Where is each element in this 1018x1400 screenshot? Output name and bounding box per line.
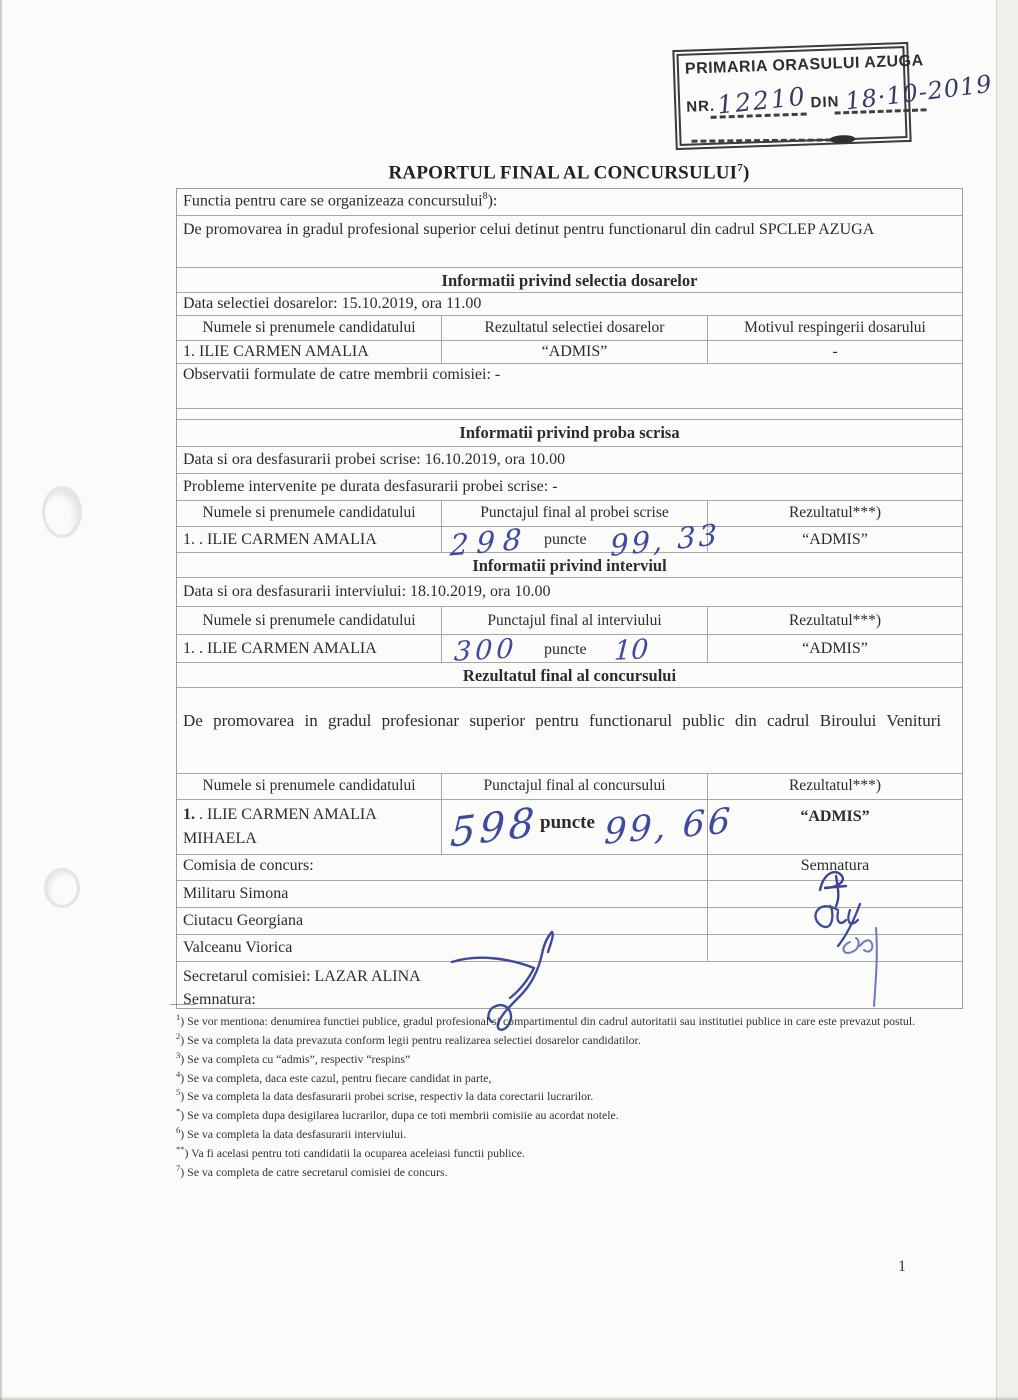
row-interviu-headers: [177, 607, 962, 635]
row-section-scrisa: [177, 420, 962, 447]
final-score-cell: [441, 799, 735, 857]
col-header-name: Numele si prenumele candidatului: [202, 777, 416, 794]
dosare-date-line: Data selectiei dosarelor: 15.10.2019, ora 11.00: [183, 295, 482, 312]
footnote-marker: **: [176, 1143, 185, 1154]
scrisa-date-line: Data si ora desfasurarii probei scrise: 16.10.2019, ora 10.00: [183, 451, 566, 468]
title-footnote-ref: 7: [737, 162, 743, 174]
footnote-text: Va fi acelasi pentru toti candidatii la ocuparea aceleiasi functii publice.: [188, 1145, 525, 1160]
footnote-marker: *: [176, 1106, 181, 1117]
main-table: [176, 188, 963, 1009]
paper-edge-right-band: [997, 0, 1018, 1400]
col-header-result: Rezultatul***): [707, 501, 962, 526]
footnote-text: Se va completa de catre secretarul comisiei de concurs.: [184, 1164, 448, 1179]
stamp-nr-label: NR.: [686, 97, 716, 116]
row-member: [177, 908, 962, 935]
row-member: [177, 881, 962, 908]
row-final-headers: [177, 774, 962, 800]
functia-label-suffix: ):: [487, 192, 498, 210]
row-scrisa-date: [177, 447, 962, 474]
row-observatii: [177, 364, 962, 409]
handwritten-points: 99, 33: [610, 517, 720, 563]
member-name: Militaru Simona: [183, 885, 289, 902]
final-candidate-number: 1.: [183, 806, 195, 823]
footnote-marker: 2: [176, 1030, 181, 1041]
footnote-paren: ): [180, 1126, 185, 1141]
footnotes-block: [176, 1012, 968, 1182]
functia-footnote-ref: 8: [482, 191, 488, 202]
footnote-text: Se va completa cu “admis”, respectiv “respins”: [184, 1051, 411, 1066]
paper-edge-left: [0, 0, 3, 1400]
row-section-dosare: [177, 268, 962, 293]
row-comisia-header: [177, 855, 962, 881]
section-header-interviu: Informatii privind interviul: [472, 556, 667, 575]
row-section-final: [177, 663, 962, 688]
col-header-result: Rezultatul***): [707, 607, 962, 634]
footnote: [176, 1087, 968, 1105]
footnote-marker: 5: [176, 1087, 181, 1098]
handwritten-points: 10: [613, 634, 650, 667]
interviu-candidate-name: 1. . ILIE CARMEN AMALIA: [183, 640, 377, 657]
member-signature-cell: [707, 881, 962, 907]
comisia-label: Comisia de concurs:: [183, 857, 314, 874]
row-dosare-headers: [177, 316, 962, 341]
puncte-label: puncte: [544, 641, 587, 658]
functia-value: De promovarea in gradul profesional superior celui detinut pentru functionarul din cadrul SPCLEP AZUGA: [183, 221, 875, 238]
paper-edge-bottom: [0, 1396, 1018, 1400]
row-scrisa-probleme: [177, 474, 962, 501]
col-header-score: Punctajul final al interviului: [441, 607, 707, 634]
footnote: [176, 1144, 968, 1162]
col-header-score: Punctajul final al concursului: [441, 774, 707, 799]
secretar-semnatura-label: Semnatura:: [183, 991, 256, 1009]
row-blank: [177, 409, 962, 420]
member-signature-cell: [707, 908, 962, 934]
scrisa-candidate-result: “ADMIS”: [707, 527, 962, 552]
footnote-marker: 7: [176, 1162, 181, 1173]
stamp-nr-handwritten: 12210: [715, 81, 808, 120]
footnote: [176, 1012, 968, 1030]
handwritten-score: 598: [449, 799, 540, 857]
row-interviu-date: [177, 578, 962, 607]
stamp-date-handwritten: 18·10-2019: [844, 69, 995, 116]
footnote-paren: ): [180, 1164, 185, 1179]
title-paren: ): [742, 162, 750, 184]
footnote-text: Se vor mentiona: denumirea functiei publice, gradul profesional si compartimentul din cadrul autoritatii sau institutiei publice in care este prevazut postul.: [184, 1013, 916, 1028]
hole-punch-mark: [42, 486, 82, 538]
row-scrisa-candidate: [177, 517, 962, 563]
footnote-text: Se va completa dupa desigilarea lucrarilor, dupa ce toti membrii comisiie au acordat notele.: [184, 1108, 619, 1123]
row-functia-value: [177, 216, 962, 268]
footnote-paren: ): [180, 1089, 185, 1104]
footnote: [176, 1125, 968, 1143]
document-title-text: RAPORTUL FINAL AL CONCURSULUI: [388, 162, 738, 184]
footnote-text: Se va completa la data desfasurarii interviului.: [184, 1126, 407, 1141]
footnote-text: Se va completa, daca este cazul, pentru fiecare candidat in parte,: [184, 1070, 492, 1085]
stamp-ink-blob: [829, 135, 855, 144]
section-header-scrisa: Informatii privind proba scrisa: [459, 423, 680, 442]
row-final-description: [177, 688, 962, 774]
registration-stamp: [672, 42, 995, 150]
footnote-text: Se va completa la data prevazuta conform legii pentru realizarea selectiei dosarelor candidatilor.: [184, 1032, 641, 1047]
footnote-marker: 1: [176, 1012, 181, 1022]
footnote-paren: ): [180, 1032, 185, 1047]
final-candidate-name: [177, 800, 441, 854]
col-header-result: Rezultatul***): [707, 774, 962, 799]
col-header-name: Numele si prenumele candidatului: [202, 319, 416, 336]
footnote: [176, 1031, 968, 1049]
stamp-din-label: DIN: [810, 93, 840, 112]
col-header-reason: Motivul respingerii dosarului: [707, 316, 962, 340]
footnote-separator: [170, 1004, 196, 1005]
row-member: [177, 935, 962, 962]
footnote-paren: ): [184, 1145, 189, 1160]
scrisa-score-cell: [441, 517, 720, 563]
observatii-line: Observatii formulate de catre membrii comisiei: -: [183, 366, 501, 383]
row-dosare-date: [177, 293, 962, 316]
footnote-paren: ): [180, 1108, 185, 1123]
footnote: [176, 1163, 968, 1181]
functia-label-cell: [177, 189, 962, 215]
stamp-institution-name: PRIMARIA ORASULUI AZUGA: [684, 52, 924, 78]
row-final-candidate: [177, 800, 962, 855]
footnote-marker: 4: [176, 1068, 181, 1079]
footnote-paren: ): [180, 1070, 185, 1085]
section-header-dosare: Informatii privind selectia dosarelor: [441, 271, 698, 290]
col-header-name: Numele si prenumele candidatului: [202, 612, 416, 629]
final-description: De promovarea in gradul profesionar superior pentru functionarul public din cadrul Biroului Venituri: [183, 711, 942, 730]
footnote: [176, 1106, 968, 1124]
page-number: 1: [898, 1258, 906, 1275]
row-section-interviu: [177, 553, 962, 578]
document-title: [176, 162, 962, 184]
final-candidate-name-text: . ILIE CARMEN AMALIA MIHAELA: [183, 806, 376, 847]
interviu-date-line: Data si ora desfasurarii interviului: 18.10.2019, ora 10.00: [183, 583, 551, 600]
footnote-marker: 3: [176, 1049, 181, 1060]
footnote-text: Se va completa la data desfasurarii probei scrise, respectiv la data corectarii lucrarilor.: [184, 1089, 594, 1104]
row-interviu-candidate: [177, 633, 962, 668]
paper-edge-right: [996, 0, 997, 1400]
handwritten-score: 298: [449, 521, 531, 563]
member-name: Ciutacu Georgiana: [183, 912, 304, 929]
footnote-marker: 6: [176, 1125, 181, 1136]
section-header-final: Rezultatul final al concursului: [462, 666, 677, 685]
row-scrisa-headers: [177, 501, 962, 527]
handwritten-points: 99, 66: [603, 801, 735, 853]
secretar-line: Secretarul comisiei: LAZAR ALINA: [183, 968, 421, 985]
functia-label: Functia pentru care se organizeaza concursului: [183, 192, 483, 210]
footnote-paren: ): [180, 1051, 185, 1066]
semnatura-header: Semnatura: [707, 855, 962, 880]
dosare-candidate-name: 1. ILIE CARMEN AMALIA: [183, 343, 369, 360]
row-dosare-candidate: [177, 341, 962, 364]
footnote: [176, 1050, 968, 1068]
row-secretar: [177, 962, 962, 1008]
final-candidate-result: “ADMIS”: [707, 800, 962, 854]
secretar-cell: [177, 962, 962, 1008]
stamp-dashed-line: [692, 138, 832, 142]
interviu-score-cell: [441, 633, 707, 668]
col-header-result: Rezultatul selectiei dosarelor: [441, 316, 707, 340]
blank-cell: [177, 409, 962, 419]
hole-punch-mark: [44, 868, 80, 908]
stamp-number-date-row: [686, 69, 995, 120]
interviu-candidate-result: “ADMIS”: [707, 635, 962, 662]
registration-stamp-inner-border: [676, 46, 995, 146]
puncte-label: puncte: [540, 812, 595, 833]
puncte-label: puncte: [544, 531, 587, 548]
footnote-paren: ): [180, 1013, 185, 1028]
scrisa-probleme-line: Probleme intervenite pe durata desfasurarii probei scrise: -: [183, 478, 558, 495]
col-header-name: Numele si prenumele candidatului: [202, 504, 416, 521]
handwritten-score: 300: [453, 633, 519, 668]
scrisa-candidate-name: 1. . ILIE CARMEN AMALIA: [183, 531, 377, 548]
footnote: [176, 1069, 968, 1087]
dosare-candidate-reason: -: [707, 341, 962, 363]
dosare-candidate-result: “ADMIS”: [441, 341, 707, 363]
member-name: Valceanu Viorica: [183, 939, 293, 956]
col-header-score: Punctajul final al probei scrise: [441, 501, 707, 526]
row-functia-label: [177, 189, 962, 216]
member-signature-cell: [707, 935, 962, 961]
